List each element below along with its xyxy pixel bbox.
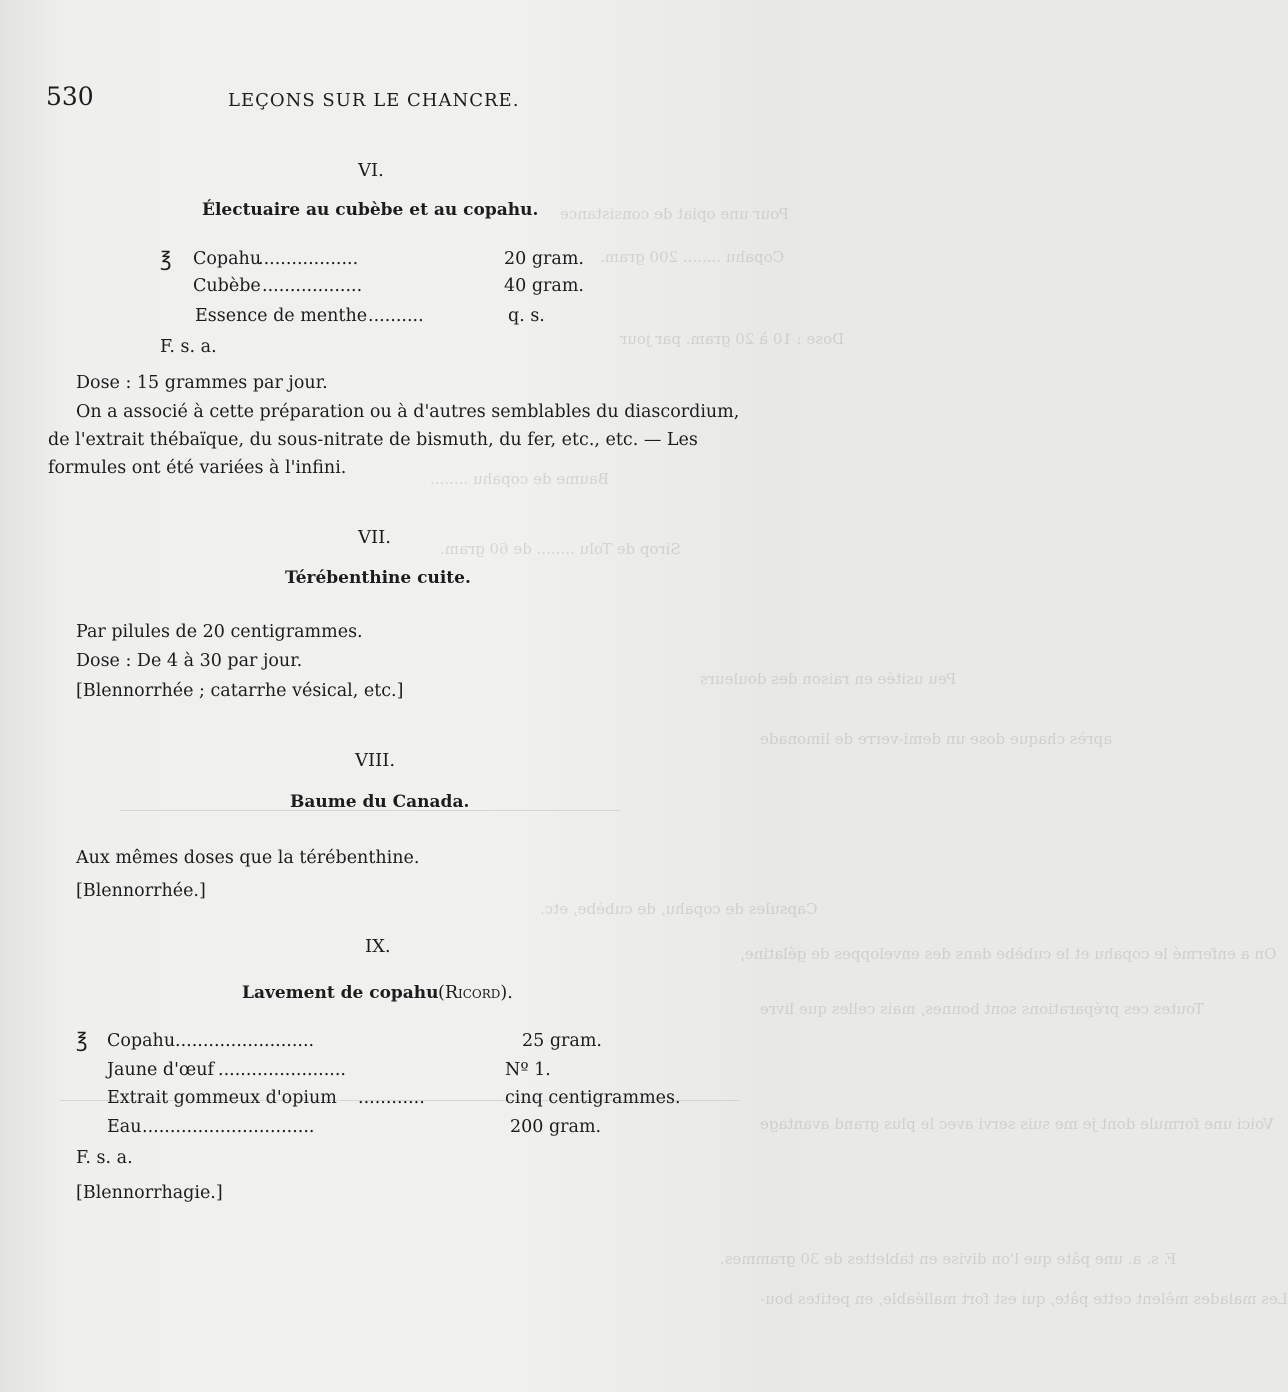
bleed-through-text: après chaque dose un demi-verre de limonade: [760, 730, 1113, 748]
bleed-through-text: Peu usitée en raison des douleurs: [700, 670, 957, 688]
section-title-vii: Térébenthine cuite.: [285, 568, 471, 588]
leader-dots: .........................: [175, 1031, 315, 1051]
ingredient-quantity: cinq centigrammes.: [505, 1088, 681, 1108]
section-title-viii: Baume du Canada.: [290, 792, 470, 812]
bleed-through-text: Sirop de Tolu ........ de 60 gram.: [440, 540, 681, 558]
bleed-through-text: Dose : 10 à 20 gram. par jour: [620, 330, 845, 348]
bleed-through-text: Voici une formule dont je me suis servi avec le plus grand avantage: [760, 1115, 1274, 1133]
paragraph-line: On a associé à cette préparation ou à d'autres semblables du diascordium,: [76, 402, 740, 422]
text-line: Par pilules de 20 centigrammes.: [76, 622, 363, 642]
bleed-through-text: Copahu ........ 200 gram.: [600, 248, 785, 266]
ingredient-name: Extrait gommeux d'opium: [107, 1088, 337, 1108]
text-line: [Blennorrhagie.]: [76, 1183, 223, 1203]
bleed-through-text: Pour une opiat de consistance: [560, 205, 789, 223]
leader-dots: ...............................: [142, 1117, 315, 1137]
ingredient-name: Jaune d'œuf: [107, 1060, 214, 1080]
section-title-vi: Électuaire au cubèbe et au copahu.: [202, 200, 539, 220]
section-title-ix: Lavement de copahu: [242, 983, 439, 1003]
ingredient-quantity: 40 gram.: [504, 276, 584, 296]
ingredient-quantity: Nº 1.: [505, 1060, 551, 1080]
recipe-symbol: ℥: [76, 1028, 88, 1052]
bleed-through-text: Capsules de copahu, de cubèbe, etc.: [540, 900, 818, 918]
ingredient-name: Essence de menthe: [195, 306, 368, 326]
bleed-through-text: On a enfermé le copahu et le cubèbe dans des enveloppes de gélatine,: [740, 945, 1277, 963]
ingredient-quantity: 200 gram.: [510, 1117, 602, 1137]
section-numeral-viii: VIII.: [355, 750, 396, 771]
recipe-symbol: ℥: [160, 247, 172, 271]
fsa-label: F. s. a.: [160, 337, 217, 357]
text-line: Dose : De 4 à 30 par jour.: [76, 651, 303, 671]
paragraph-line: de l'extrait thébaïque, du sous-nitrate de bismuth, du fer, etc., etc. — Les: [48, 430, 698, 450]
section-numeral-vi: VI.: [358, 160, 384, 181]
section-numeral-ix: IX.: [365, 936, 391, 957]
bleed-through-text: F. s. a. une pâte que l'on divise en tablettes de 30 grammes.: [720, 1250, 1177, 1268]
ingredient-name: Copahu: [193, 249, 262, 269]
fsa-label: F. s. a.: [76, 1148, 133, 1168]
text-line: [Blennorrhée.]: [76, 881, 206, 901]
ingredient-name: Cubèbe: [193, 276, 261, 296]
text-line: Aux mêmes doses que la térébenthine.: [76, 848, 420, 868]
ingredient-quantity: 25 gram.: [522, 1031, 602, 1051]
ingredient-quantity: q. s.: [508, 306, 545, 326]
bleed-through-text: Les malades mêlent cette pâte, qui est fort malléable, en petites bou-: [760, 1290, 1288, 1308]
paragraph-line: formules ont été variées à l'infini.: [48, 458, 347, 478]
section-attribution-ix: (Ricord).: [438, 983, 513, 1003]
bleed-through-text: Baume de copahu ........: [430, 470, 609, 488]
text-line: [Blennorrhée ; catarrhe vésical, etc.]: [76, 681, 404, 701]
running-head: LEÇONS SUR LE CHANCRE.: [228, 90, 520, 111]
leader-dots: ............: [358, 1088, 425, 1108]
page-number: 530: [46, 82, 94, 111]
section-numeral-vii: VII.: [358, 527, 391, 548]
bleed-through-text: Toutes ces préparations sont bonnes, mais celles que livre: [760, 1000, 1204, 1018]
leader-dots: ..................: [258, 249, 359, 269]
leader-dots: ..................: [262, 276, 363, 296]
ingredient-name: Copahu: [107, 1031, 176, 1051]
dose-line: Dose : 15 grammes par jour.: [76, 373, 328, 393]
ingredient-quantity: 20 gram.: [504, 249, 584, 269]
leader-dots: .......................: [218, 1060, 346, 1080]
ingredient-name: Eau: [107, 1117, 142, 1137]
leader-dots: ..........: [368, 306, 424, 326]
